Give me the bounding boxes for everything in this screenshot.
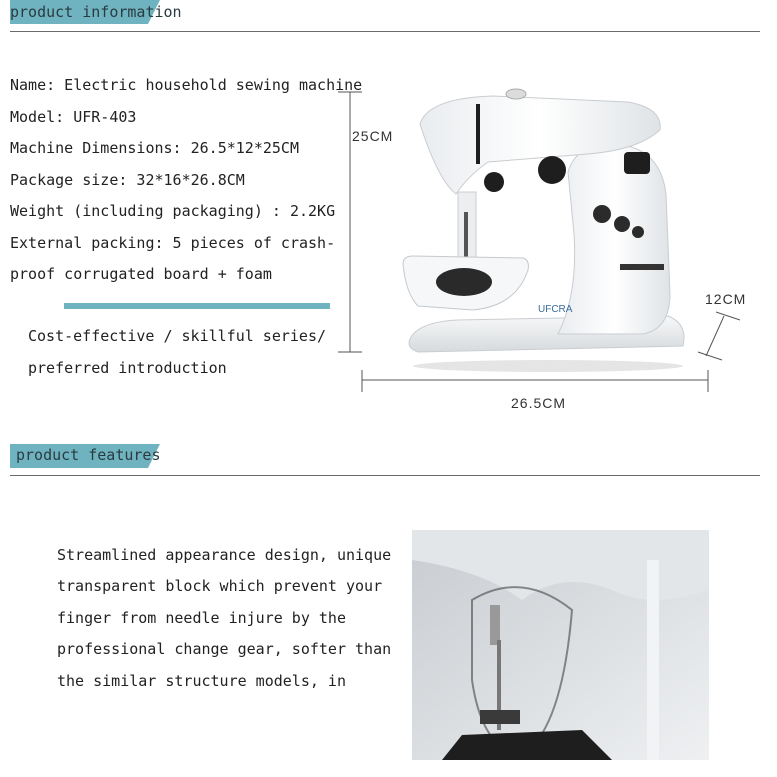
dimension-depth-label: 12CM <box>705 291 747 307</box>
spec-packing-2: proof corrugated board + foam <box>10 265 272 283</box>
dimension-width-label: 26.5CM <box>511 395 567 411</box>
section-divider-features <box>10 475 760 476</box>
tagline-line-2: preferred introduction <box>28 359 227 377</box>
feature-line-2: transparent block which prevent your <box>57 577 383 595</box>
tagline-line-1: Cost-effective / skillful series/ <box>28 327 327 345</box>
feature-line-3: finger from needle injure by the <box>57 609 346 627</box>
feature-line-4: professional change gear, softer than <box>57 640 392 658</box>
needle-closeup-image <box>412 530 709 760</box>
spec-weight: Weight (including packaging) : 2.2KG <box>10 202 336 220</box>
spec-packing-1: External packing: 5 pieces of crash- <box>10 234 336 252</box>
spec-name: Name: Electric household sewing machine <box>10 76 363 94</box>
sewing-machine-image <box>398 84 693 374</box>
section-title-features: product features <box>16 446 161 464</box>
spec-model: Model: UFR-403 <box>10 108 137 126</box>
feature-line-1: Streamlined appearance design, unique <box>57 546 392 564</box>
feature-line-5: the similar structure models, in <box>57 672 346 690</box>
spec-machine-dimensions: Machine Dimensions: 26.5*12*25CM <box>10 139 299 157</box>
spec-package-size: Package size: 32*16*26.8CM <box>10 171 245 189</box>
dimension-height-label: 25CM <box>352 128 394 144</box>
section-title-info: product information <box>10 3 182 21</box>
machine-brand-label: UFCRA <box>538 304 573 315</box>
